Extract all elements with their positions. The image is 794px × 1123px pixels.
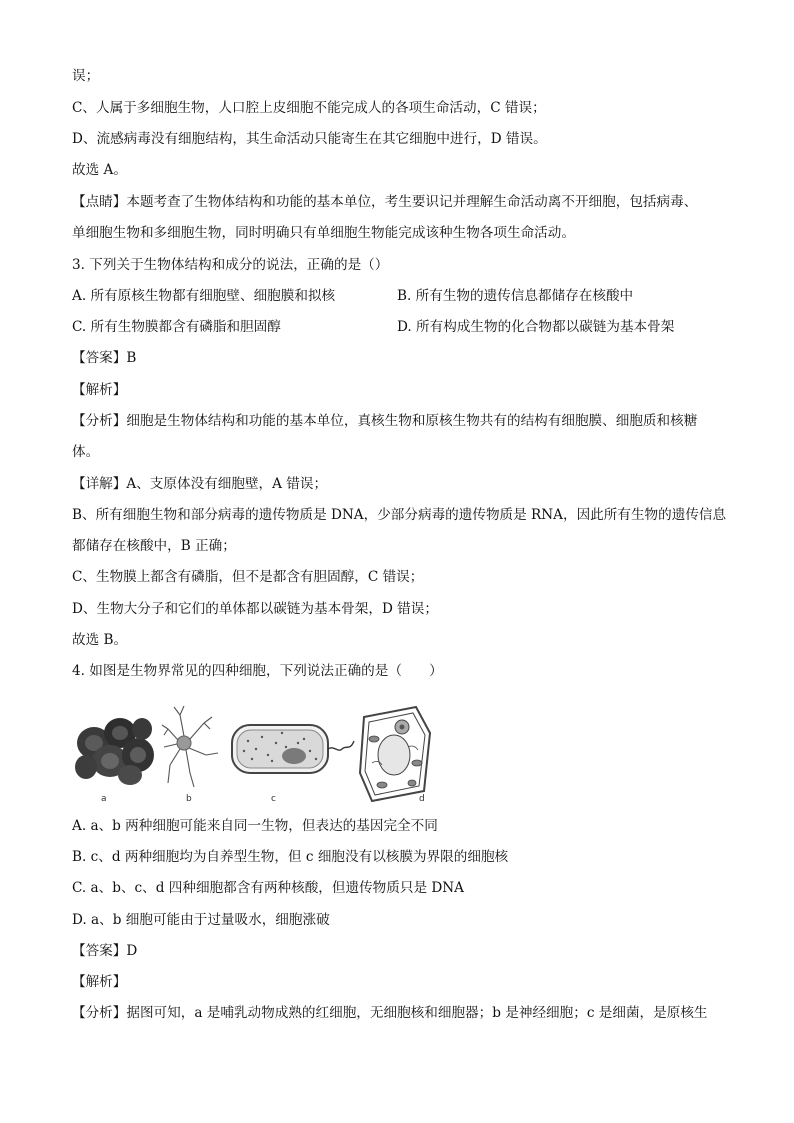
- plant-cell-image: [360, 707, 430, 801]
- option-4b: B. c、d 两种细胞均为自养型生物，但 c 细胞没有以核膜为界限的细胞核: [72, 849, 509, 865]
- figure-label-a: a: [101, 794, 107, 804]
- question-3: 3. 下列关于生物体结构和成分的说法，正确的是（）: [72, 257, 389, 273]
- text-line: 故选 A。: [72, 162, 127, 178]
- detail-line: B、所有细胞生物和部分病毒的遗传物质是 DNA，少部分病毒的遗传物质是 RNA，因此所有生物的遗传信息: [72, 507, 727, 523]
- option-3c: C. 所有生物膜都含有磷脂和胆固醇: [72, 319, 281, 335]
- option-3a: A. 所有原核生物都有细胞壁、细胞膜和拟核: [72, 288, 336, 304]
- question-4: 4. 如图是生物界常见的四种细胞，下列说法正确的是（ ）: [72, 663, 443, 679]
- option-4c: C. a、b、c、d 四种细胞都含有两种核酸，但遗传物质只是 DNA: [72, 880, 464, 896]
- bacterium-image: [232, 725, 354, 773]
- neuron-image: [162, 706, 218, 787]
- analysis-line: 【分析】细胞是生物体结构和功能的基本单位，真核生物和原核生物共有的结构有细胞膜、细胞质和核糖: [72, 413, 698, 429]
- figure-label-d: d: [419, 794, 425, 804]
- analysis-heading-4: 【解析】: [72, 974, 127, 990]
- detail-line: C、生物膜上都含有磷脂，但不是都含有胆固醇，C 错误；: [72, 569, 424, 585]
- red-blood-cells-image: [75, 718, 154, 785]
- detail-line: 【详解】A、支原体没有细胞壁，A 错误；: [72, 476, 328, 492]
- figure-label-b: b: [186, 794, 192, 804]
- figure-label-c: c: [271, 794, 276, 804]
- text-line: 误；: [72, 68, 100, 84]
- text-line: D、流感病毒没有细胞结构，其生命活动只能寄生在其它细胞中进行，D 错误。: [72, 131, 547, 147]
- detail-line: D、生物大分子和它们的单体都以碳链为基本骨架，D 错误；: [72, 601, 438, 617]
- analysis-line: 【分析】据图可知，a 是哺乳动物成熟的红细胞，无细胞核和细胞器；b 是神经细胞；c 是细菌，是原核生: [72, 1005, 708, 1021]
- comment-line: 【点睛】本题考查了生物体结构和功能的基本单位，考生要识记并理解生命活动离不开细胞，包括病毒、: [72, 194, 698, 210]
- text-line: C、人属于多细胞生物，人口腔上皮细胞不能完成人的各项生命活动，C 错误；: [72, 100, 546, 116]
- choice-line: 故选 B。: [72, 632, 128, 648]
- answer-4: 【答案】D: [72, 943, 138, 959]
- comment-line: 单细胞生物和多细胞生物，同时明确只有单细胞生物能完成该种生物各项生命活动。: [72, 225, 575, 241]
- cells-figure: [72, 703, 432, 808]
- option-3d: D. 所有构成生物的化合物都以碳链为基本骨架: [397, 319, 675, 335]
- detail-line: 都储存在核酸中，B 正确；: [72, 538, 236, 554]
- option-3b: B. 所有生物的遗传信息都储存在核酸中: [397, 288, 634, 304]
- analysis-heading-3: 【解析】: [72, 382, 127, 398]
- option-4d: D. a、b 细胞可能由于过量吸水，细胞涨破: [72, 912, 330, 928]
- analysis-line: 体。: [72, 444, 100, 460]
- answer-3: 【答案】B: [72, 350, 137, 366]
- option-4a: A. a、b 两种细胞可能来自同一生物，但表达的基因完全不同: [72, 818, 438, 834]
